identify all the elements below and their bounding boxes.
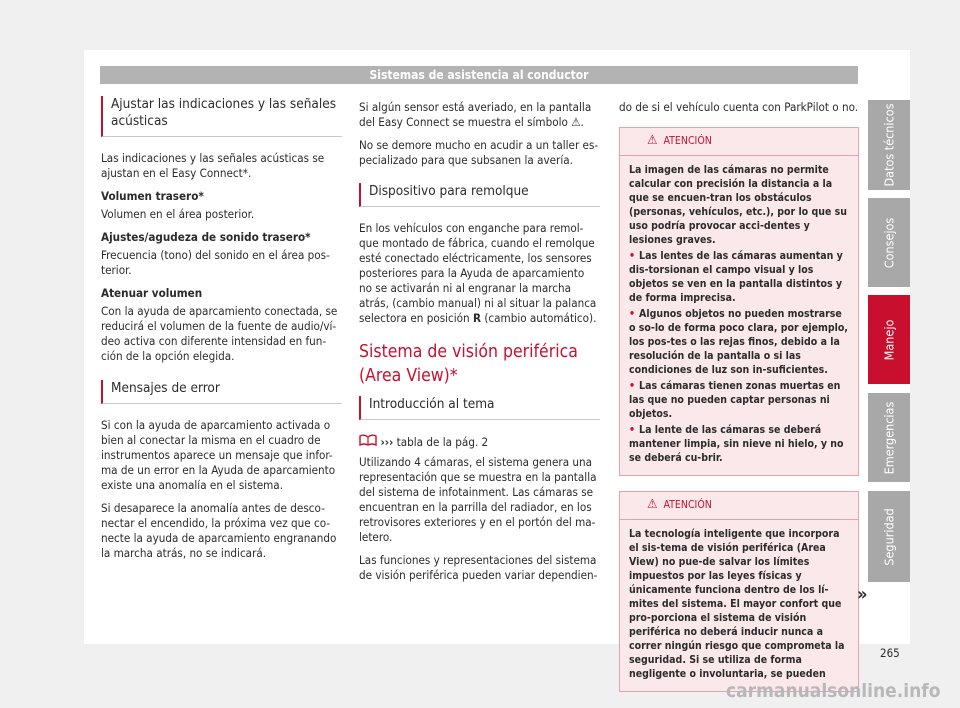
section-title-adjust <box>101 96 342 137</box>
warning-header <box>629 498 849 512</box>
book-icon <box>359 435 380 449</box>
side-tab-label: Emergencias <box>881 401 897 474</box>
section-title-trailer <box>359 183 600 207</box>
item-text: Con la ayuda de aparcamiento conectada, se reducirá el volumen de la fuente de audio/ví-deo activa con diferente intensidad en fun-ción de la opción elegida. <box>101 304 338 363</box>
section-title-line: Mensajes de error <box>111 380 220 396</box>
text: Si algún sensor está averiado, en la pantalla del Easy Connect se muestra el símbolo <box>359 100 592 129</box>
intro-paragraph: Las indicaciones y las señales acústicas se ajustan en el Easy Connect*. <box>101 151 325 180</box>
warning-label: ATENCIÓN <box>663 499 712 511</box>
error-paragraph: Si desaparece la anomalía antes de desco-nectar el encendido, la próxima vez que co-necte la ayuda de aparcamiento engranando la marcha atrás, no se indicará. <box>101 501 337 560</box>
warning-triangle-icon: ⚠ <box>647 133 658 148</box>
gear-r: R <box>472 311 482 325</box>
section-title-line: Ajustar las indicaciones y las señales <box>111 96 337 112</box>
item-text: Volumen en el área posterior. <box>101 207 255 221</box>
warning-box-cameras <box>619 127 859 476</box>
warning-header <box>629 134 849 148</box>
section-title-line: acústicas <box>111 113 168 129</box>
side-tab-label: Seguridad <box>881 507 897 566</box>
side-tab-emergencias[interactable] <box>868 393 910 482</box>
continued-paragraph: do de si el vehículo cuenta con ParkPilot o no. <box>619 100 859 114</box>
section-title-intro <box>359 396 600 420</box>
side-tab-datos-tecnicos[interactable] <box>868 100 910 190</box>
warning-text: La tecnología inteligente que incorpora el sis-tema de visión periférica (Area View) no pue-de salvar los límites impuestos por las leyes físicas y únicamente funciona dentro de los lí-mites del sistema. El mayor confort que pro-porciona el sistema de visión periférica no deberá inducir nunca a correr ningún riesgo que comprometa la seguridad. Si se utiliza de forma negligente o involuntaria, se pueden <box>629 528 845 680</box>
divider <box>620 155 858 156</box>
intro-paragraph: Las funciones y representaciones del sistema de visión periférica pueden variar dependien- <box>359 553 598 582</box>
watermark: carmanualsonline.info <box>726 680 941 702</box>
text: En los vehículos con enganche para remol-que montado de fábrica, cuando el remolque esté conectado eléctricamente, los sensores posteriores para la Ayuda de aparcamiento no se activarán ni al engranar la marcha atrás, (cambio manual) ni al situar la palanca selectora en posición <box>359 221 597 325</box>
warning-text: La imagen de las cámaras no permite calcular con precisión la distancia a la que se encuen-tran los obstáculos (personas, vehículos, etc.), por lo que su uso podría provocar acci-dentes y lesiones graves. <box>629 164 847 246</box>
error-paragraph: Si con la ayuda de aparcamiento activada o bien al conectar la misma en el cuadro de instrumentos aparece un mensaje que infor-ma de un error en la Ayuda de aparcamiento existe una anomalía en el sistema. <box>101 418 336 492</box>
reference-text: tabla de la pág. 2 <box>396 435 489 449</box>
side-tab-label: Datos técnicos <box>881 103 897 187</box>
item-label: Atenuar volumen <box>101 286 203 300</box>
side-tab-consejos[interactable] <box>868 198 910 287</box>
side-tab-manejo[interactable] <box>868 295 910 384</box>
text: (cambio automático). <box>484 311 597 325</box>
warning-bullet: • Las lentes de las cámaras aumentan y dis-torsionan el campo visual y los objetos se ven en la pantalla distintos y de forma imprecisa. <box>629 249 849 305</box>
chapter-title <box>359 340 600 388</box>
chapter-title-line: Sistema de visión periférica <box>359 342 578 362</box>
section-title-errors <box>101 380 342 404</box>
warning-bullet: • La lente de las cámaras se deberá mantener limpia, sin nieve ni hielo, y no se deberá cu-brir. <box>629 423 849 465</box>
side-tab-label: Manejo <box>881 319 897 360</box>
item-label: Ajustes/agudeza de sonido trasero* <box>101 230 311 244</box>
chapter-title-line: (Area View)* <box>359 366 458 386</box>
section-title-line: Introducción al tema <box>369 396 495 412</box>
item-label: Volumen trasero* <box>101 189 204 203</box>
side-tab-seguridad[interactable] <box>868 491 910 582</box>
workshop-paragraph: No se demore mucho en acudir a un taller es-pecializado para que subsanen la avería. <box>359 138 599 167</box>
table-reference-link[interactable] <box>359 434 600 450</box>
column-3 <box>619 100 859 707</box>
section-title-line: Dispositivo para remolque <box>369 183 529 199</box>
trailer-paragraph <box>359 221 600 326</box>
continue-mark: » <box>857 584 868 605</box>
warning-bullet: • Las cámaras tienen zonas muertas en las que no pueden captar personas ni objetos. <box>629 379 849 421</box>
divider <box>620 519 858 520</box>
sensor-paragraph <box>359 100 600 130</box>
column-2 <box>359 100 600 591</box>
page-header: Sistemas de asistencia al conductor <box>100 66 858 84</box>
warning-triangle-icon: ⚠ <box>647 497 658 512</box>
text: . <box>580 115 584 129</box>
warning-label: ATENCIÓN <box>663 135 712 147</box>
item-text: Frecuencia (tono) del sonido en el área pos-terior. <box>101 248 330 277</box>
warning-triangle-icon: ⚠ <box>571 115 581 129</box>
warning-bullet: • Algunos objetos no pueden mostrarse o so-lo de forma poco clara, por ejemplo, los pos-tes o las rejas finos, debido a la resolución de la pantalla o si las condiciones de luz son in-suficientes. <box>629 307 849 377</box>
warning-box-technology <box>619 491 859 692</box>
reference-arrows: ››› <box>380 435 394 449</box>
page-number: 265 <box>880 646 900 660</box>
column-1 <box>101 96 342 569</box>
side-tab-label: Consejos <box>881 217 897 268</box>
intro-paragraph: Utilizando 4 cámaras, el sistema genera una representación que se muestra en la pantalla del sistema de infotainment. Las cámaras se encuentran en la parrilla del radiador, en los retrovisores exteriores y en el portón del ma-letero. <box>359 455 597 544</box>
